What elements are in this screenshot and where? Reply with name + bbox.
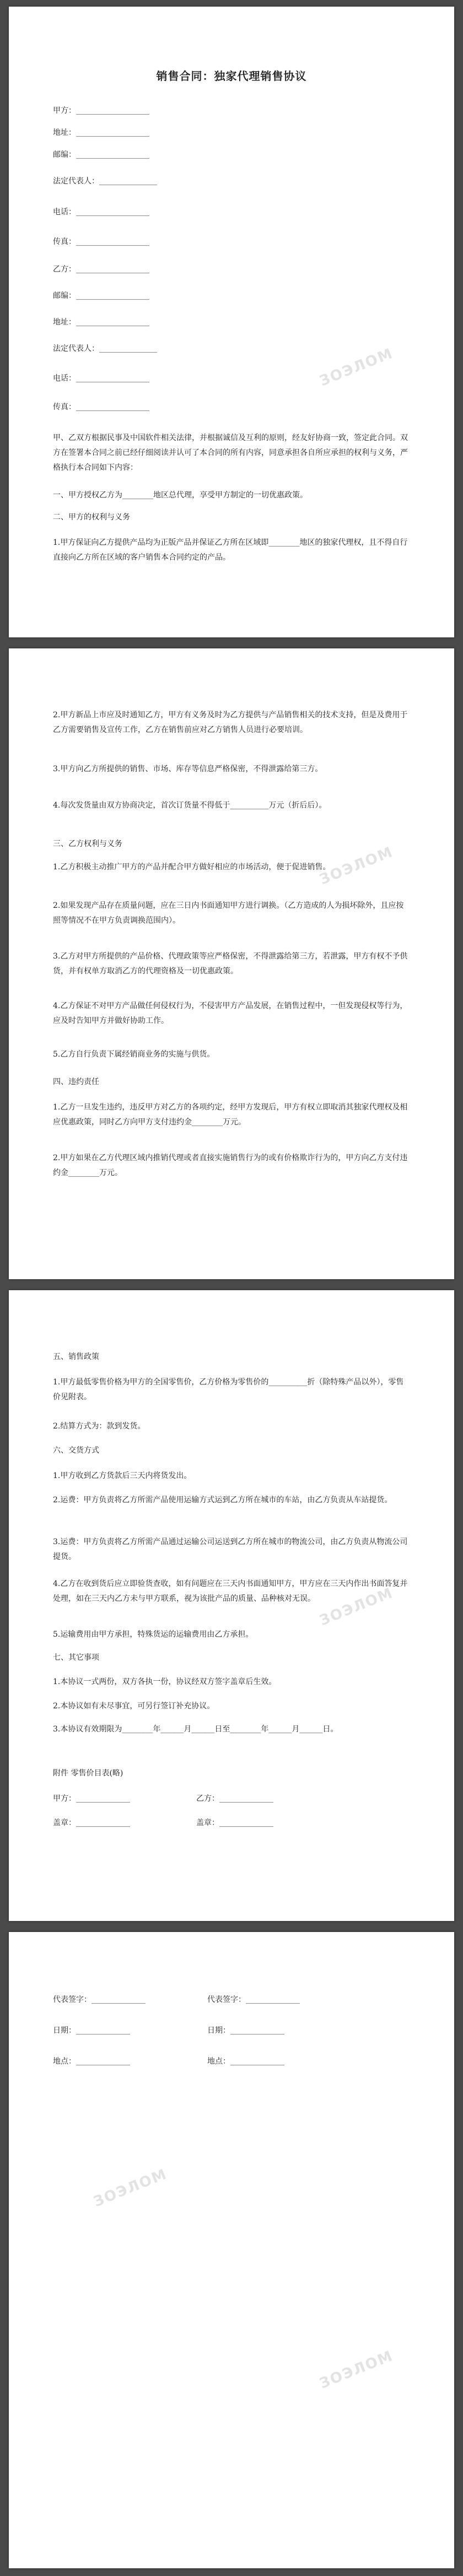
document-page-1 — [9, 7, 454, 637]
party-a-address: 地址：___________________ — [53, 128, 149, 137]
party-b-fax: 传真：___________________ — [53, 403, 149, 412]
party-a-stamp: 盖章：______________ — [53, 1819, 130, 1827]
document-title: 销售合同：独家代理销售协议 — [156, 69, 307, 83]
section-5-item-2: 2.结算方式为：款到发货。 — [53, 1422, 146, 1431]
section-2-item-1: 1.甲方保证向乙方提供产品均为正版产品并保证乙方所在区域即________地区的独家代理权，且不得自行直接向乙方所在区域的客户销售本合同约定的产品。 — [53, 538, 408, 562]
section-4-item-1: 1.乙方一旦发生违约，违反甲方对乙方的各项约定，经甲方发现后，甲方有权立即取消其独家代理权及相应优惠政策，同时乙方向甲方支付违约金________万元。 — [53, 1103, 408, 1127]
watermark: ЗОЭЛОМ — [317, 843, 396, 889]
party-a-place: 地点：______________ — [53, 2057, 130, 2066]
section-6-heading: 六、交货方式 — [53, 1446, 99, 1455]
section-6-item-2: 2.运费：甲方负责将乙方所需产品使用运输方式运到乙方所在城市的车站，由乙方负责从车站提货。 — [53, 1496, 392, 1505]
intro-paragraph: 甲、乙双方根据民事及中国软件相关法律，并根据诚信及互利的原则，经友好协商一致，签定此合同。双方在签署本合同之前已经仔细阅读并认可了本合同的所有内容，同意承担各自所应承担的权利与义务，严格执行本合同如下内容： — [53, 434, 408, 472]
party-b-rep-signature: 代表签字：______________ — [207, 1995, 300, 2004]
section-6-item-5: 5.运输费用由甲方承担，特殊货运的运输费用由乙方承担。 — [53, 1630, 254, 1639]
party-a-field: 甲方：___________________ — [53, 106, 149, 115]
party-a-zip: 邮编：___________________ — [53, 150, 149, 159]
section-1: 一、甲方授权乙方为________地区总代理，享受甲方制定的一切优惠政策。 — [53, 491, 308, 500]
watermark: ЗОЭЛОМ — [317, 2347, 396, 2393]
document-page-3 — [9, 1290, 454, 1921]
party-b-field: 乙方：___________________ — [53, 265, 149, 274]
section-6-item-1: 1.甲方收到乙方货款后三天内将货发出。 — [53, 1471, 192, 1480]
attachment-note: 附件 零售价目表(略) — [53, 1769, 123, 1778]
party-b-zip: 邮编：___________________ — [53, 291, 149, 300]
party-b-representative: 法定代表人：_______________ — [53, 344, 157, 353]
section-3-item-4: 4.乙方保证不对甲方产品做任何侵权行为，不侵害甲方产品发展，在销售过程中，一但发现侵权等行为，应及时告知甲方并做好协助工作。 — [53, 1002, 408, 1025]
party-a-fax: 传真：___________________ — [53, 237, 149, 246]
party-b-address: 地址：___________________ — [53, 318, 149, 327]
section-6-item-3: 3.运费：甲方负责将乙方所需产品通过运输公司运送到乙方所在城市的物流公司，由乙方负责从物流公司提货。 — [53, 1538, 408, 1561]
party-a-rep-signature: 代表签字：______________ — [53, 1995, 146, 2004]
section-2-item-4: 4.每次发货量由双方协商决定，首次订货量不得低于__________万元（折后后）。 — [53, 801, 327, 810]
party-b-phone: 电话：___________________ — [53, 374, 149, 383]
section-3-item-3: 3.乙方对甲方所提供的产品价格、代理政策等应严格保密，不得泄露给第三方，若泄露，甲方有权不予供货，并有权单方取消乙方的代理资格及一切优惠政策。 — [53, 952, 408, 976]
watermark: ЗОЭЛОМ — [317, 1584, 396, 1630]
party-a-date: 日期：______________ — [53, 2026, 130, 2035]
document-page-4 — [9, 1932, 454, 2568]
section-2-item-3: 3.甲方向乙方所提供的销售、市场、库存等信息严格保密，不得泄露给第三方。 — [53, 765, 323, 773]
section-2-item-2: 2.甲方新品上市应及时通知乙方，甲方有义务及时为乙方提供与产品销售相关的技术支持，但是及费用于乙方需要销售及宣传工作，乙方在销售前应对乙方销售人员进行必要培训。 — [53, 711, 408, 734]
party-b-place: 地点：______________ — [207, 2057, 284, 2066]
party-a-signature: 甲方：______________ — [53, 1794, 130, 1803]
section-7-item-2: 2.本协议如有未尽事宜，可另行签订补充协议。 — [53, 1702, 215, 1711]
watermark: ЗОЭЛОМ — [317, 345, 396, 390]
section-4-item-2: 2.甲方如果在乙方代理区域内推销代理或者直接实施销售行为的或有价格欺诈行为的，甲方向乙方支付违约金________万元。 — [53, 1154, 408, 1177]
section-7-item-1: 1.本协议一式两份，双方各执一份，协议经双方签字盖章后生效。 — [53, 1677, 277, 1686]
section-4-heading: 四、违约责任 — [53, 1078, 99, 1086]
section-3-item-2: 2.如果发现产品存在质量问题，应在三日内书面通知甲方进行调换。（乙方造成的人为损坏除外，且应按照等情况不在甲方负责调换范围内）。 — [53, 901, 404, 925]
party-a-phone: 电话：___________________ — [53, 208, 149, 217]
document-page-2 — [9, 648, 454, 1279]
section-7-heading: 七、其它事项 — [53, 1653, 99, 1662]
section-3-item-1: 1.乙方积极主动推广甲方的产品并配合甲方做好相应的市场活动，便于促进销售。 — [53, 863, 331, 872]
party-b-signature: 乙方：______________ — [196, 1794, 273, 1803]
party-a-representative: 法定代表人：_______________ — [53, 177, 157, 186]
section-3-item-5: 5.乙方自行负责下属经销商业务的实施与供货。 — [53, 1050, 215, 1059]
section-5-item-1: 1.甲方最低零售价格为甲方的全国零售价，乙方价格为零售价的__________折（除特殊产品以外），零售价见附表。 — [53, 1378, 404, 1401]
section-3-heading: 三、乙方权利与义务 — [53, 840, 122, 848]
section-6-item-4: 4.乙方在收到货后应立即验货查收，如有问题应在三天内书面通知甲方，甲方应在三天内作出书面答复并处理，如在三天内乙方未与甲方联系，视为该批产品的质量、品种核对无误。 — [53, 1579, 408, 1603]
section-5-heading: 五、销售政策 — [53, 1352, 99, 1361]
party-b-stamp: 盖章：______________ — [196, 1819, 273, 1827]
party-b-date: 日期：______________ — [207, 2026, 284, 2035]
section-2-heading: 二、甲方的权利与义务 — [53, 513, 130, 522]
section-7-item-3: 3.本协议有效期限为________年______月______日至________年______月______日。 — [53, 1725, 338, 1734]
watermark: ЗОЭЛОМ — [91, 2166, 170, 2211]
